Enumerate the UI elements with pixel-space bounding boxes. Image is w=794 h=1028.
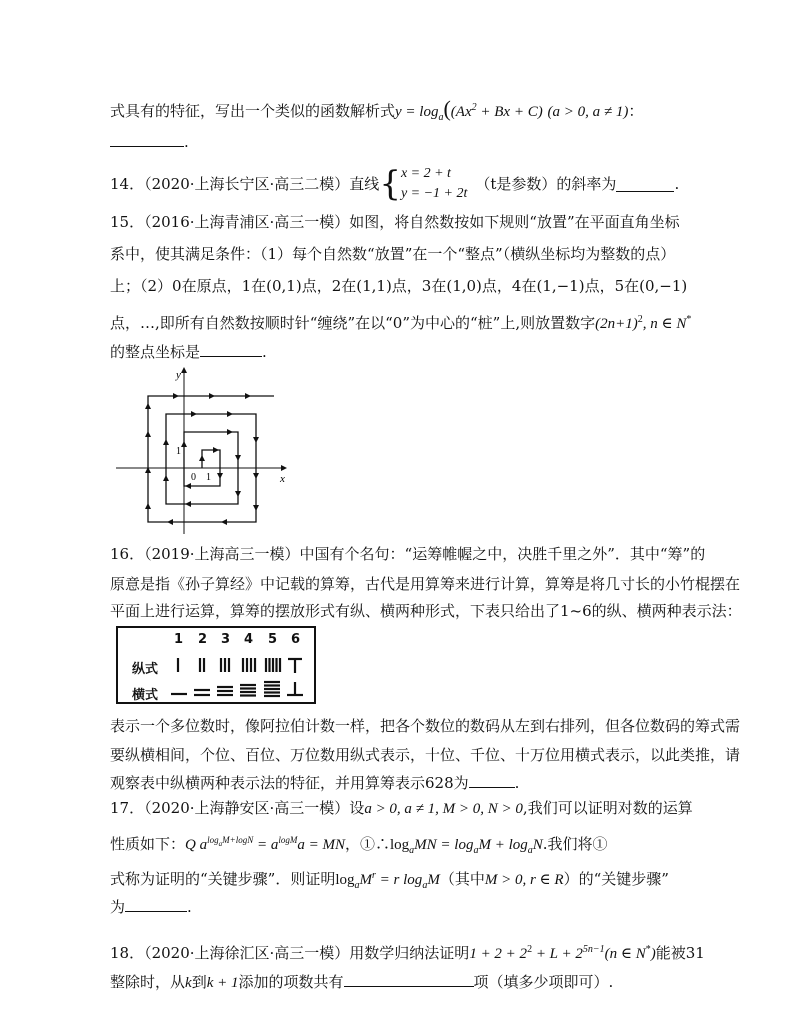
x-axis-label: x (280, 473, 285, 485)
q16-line5: 要纵横相间，个位、百位、万位数用纵式表示，十位、千位、十万位用横式表示，以此类推，请 (110, 746, 741, 764)
brace: { (379, 164, 401, 204)
col-header: 4 (244, 632, 254, 647)
origin-label: 0 (191, 472, 196, 483)
q17-line4: 为 . (110, 898, 192, 916)
counting-rod-table (116, 626, 316, 704)
y-axis-label: y (176, 369, 181, 381)
answer-blank[interactable] (616, 177, 674, 192)
q13-line2: . (110, 132, 189, 152)
q15-line4: 点，…,即所有自然数按顺时针“缠绕”在以“0”为中心的“桩”上,则放置数字$(2n+1)^2$, n ∈ N* (110, 314, 692, 332)
q17-line2: 性质如下：Q $a^{log_aM+logN} = a^{logM}a$ = MN，$①\therefore\log_aMN = \log_aM + \log_aN$.我们将① (110, 835, 608, 856)
answer-blank[interactable] (469, 773, 515, 788)
q16-line6: 观察表中纵横两种表示法的特征，并用算筹表示628为 . (110, 774, 520, 792)
x-tick-1-label: 1 (206, 472, 211, 483)
q15-line3: 上；（2）0在原点，1在(0,1)点，2在(1,1)点，3在(1,0)点，4在(1,−1)点，5在(0,−1) (110, 277, 688, 295)
q16-line4: 表示一个多位数时，像阿拉伯计数一样，把各个数位的数码从左到右排列，但各位数码的筹式需 (110, 717, 741, 735)
direction-arrows (145, 393, 259, 525)
q14-line: 14．（2020·上海长宁区·高三二模）直线 { x = 2 + t y = −1 + 2t （t是参数）的斜率为 . (110, 164, 680, 204)
answer-blank[interactable] (344, 972, 474, 987)
col-header: 3 (221, 632, 231, 647)
q13-formula: $y = \log_a((Ax^2 + Bx + C)$ (395, 96, 543, 123)
rod-glyphs (118, 628, 314, 702)
q15-line5: 的整点坐标是 . (110, 343, 267, 361)
row-label-horizontal: 横式 (132, 688, 159, 703)
q18-line1: 18．（2020·上海徐汇区·高三一模）用数学归纳法证明$1 + 2 + 2^2 + L + 2^{5n-1}(n$ ∈ N*)能被31 (110, 944, 705, 962)
q15-line1: 15．（2016·上海青浦区·高三一模）如图，将自然数按如下规则“放置”在平面直角坐标 (110, 213, 680, 231)
q18-line2: 整除时，从k到k + 1添加的项数共有 项（填多少项即可）. (110, 973, 614, 991)
spiral-figure (112, 364, 292, 536)
col-header: 6 (291, 632, 301, 647)
col-header: 5 (268, 632, 278, 647)
col-header: 1 (174, 632, 184, 647)
q13-line1: 式具有的特征，写出一个类似的函数解析式$y = \log_a((Ax^2 + Bx + C) (a > 0$, a ≠ 1)： (110, 96, 644, 123)
q17-line3: 式称为证明的“关键步骤”．则证明$\log_aM^r = r$ $\log_aM$（其中M > 0, r ∈ R）的“关键步骤” (110, 870, 669, 891)
q17-line1: 17．（2020·上海静安区·高三一模）设a > 0, a ≠ 1, M > 0, N > 0,我们可以证明对数的运算 (110, 799, 693, 817)
answer-blank[interactable] (110, 132, 184, 147)
q16-line3: 平面上进行运算，算筹的摆放形式有纵、横两种形式，下表只给出了1~6的纵、横两种表示法： (110, 602, 742, 620)
q15-line2: 系中，使其满足条件：（1）每个自然数“放置”在一个“整点”（横纵坐标均为整数的点） (110, 245, 676, 263)
col-header: 2 (198, 632, 208, 647)
answer-blank[interactable] (200, 342, 262, 357)
row-label-vertical: 纵式 (132, 662, 159, 677)
spiral-path (148, 396, 274, 522)
answer-blank[interactable] (125, 897, 187, 912)
q16-line2: 原意是指《孙子算经》中记载的算筹，古代是用算筹来进行计算，算筹是将几寸长的小竹棍摆在 (110, 575, 741, 593)
q16-line1: 16．（2019·上海高三一模）中国有个名句：“运筹帷幄之中，决胜千里之外”．其中“筹”的 (110, 545, 706, 563)
q13-condition: (a > 0, a ≠ 1) (547, 104, 629, 120)
param-equations: x = 2 + t y = −1 + 2t (400, 166, 468, 201)
y-tick-1-label: 1 (176, 446, 181, 457)
